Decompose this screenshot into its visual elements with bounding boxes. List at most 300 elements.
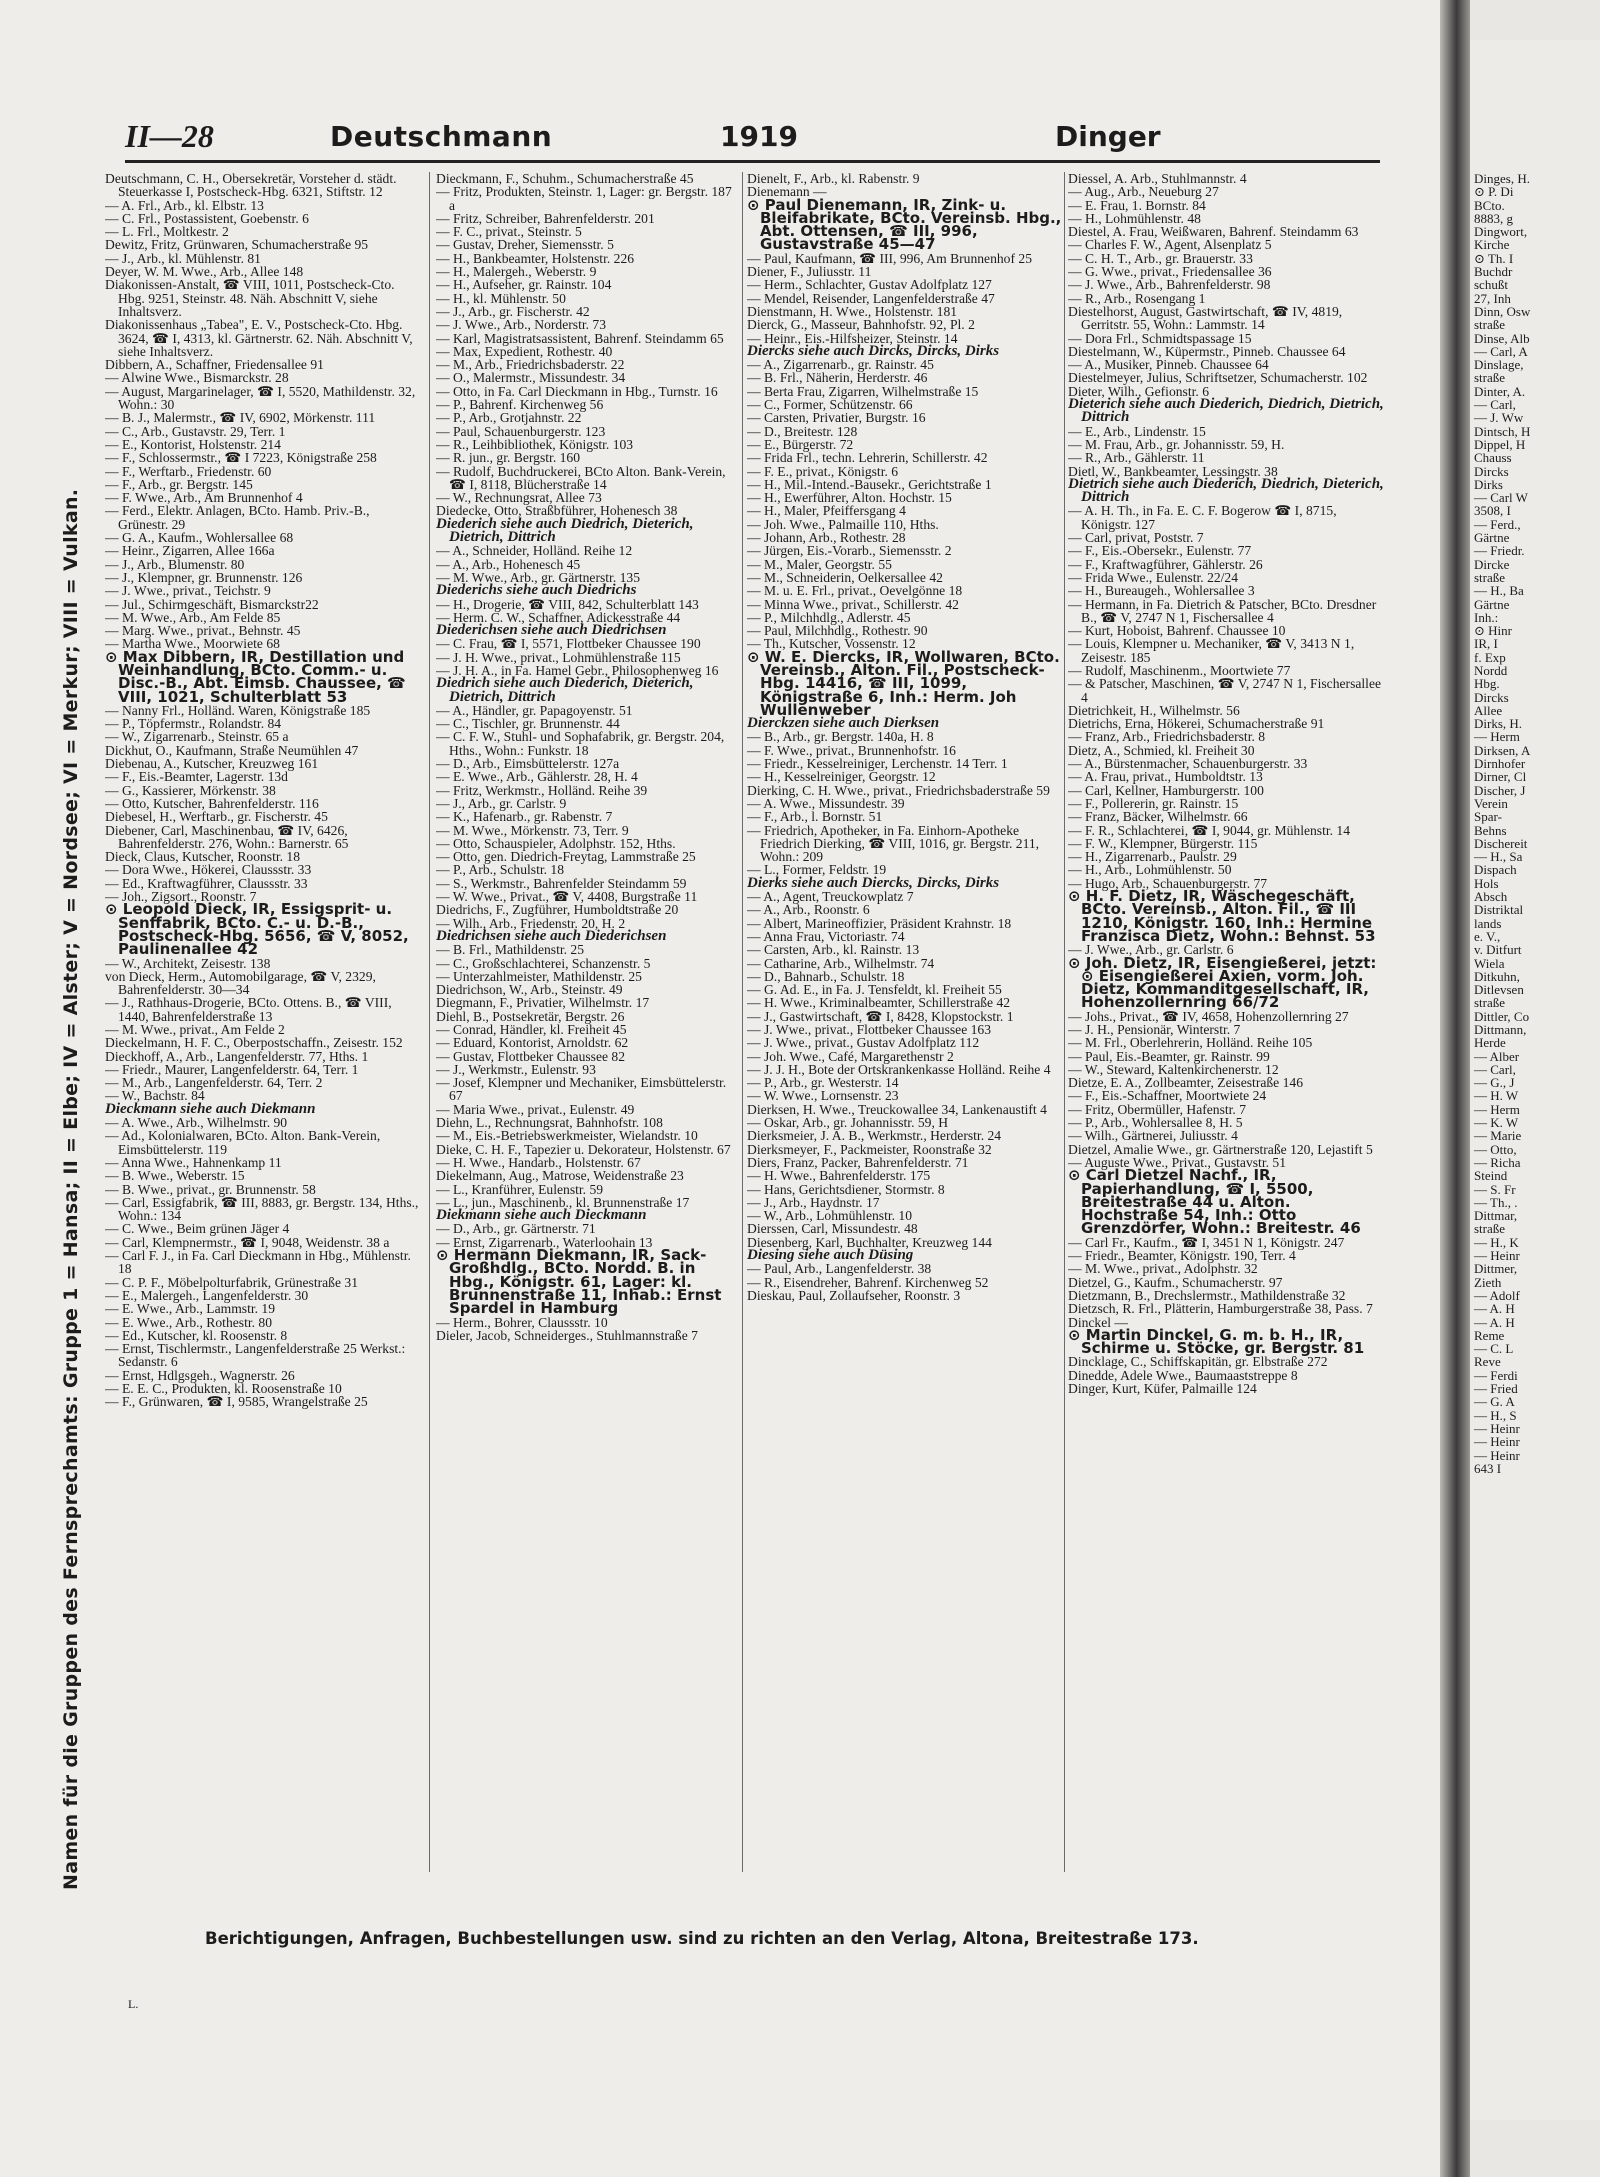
facing-page-line: Dinn, Osw bbox=[1474, 303, 1531, 319]
directory-entry: — P., Arb., gr. Westerstr. 14 bbox=[747, 1075, 899, 1091]
directory-entry: — M. Wwe., Mörkenstr. 73, Terr. 9 bbox=[436, 822, 629, 838]
facing-page-line: straße bbox=[1474, 370, 1506, 386]
directory-entry: — Charles F. W., Agent, Alsenplatz 5 bbox=[1068, 237, 1272, 253]
facing-page-line: Dispach bbox=[1474, 862, 1517, 878]
directory-entry: — E. E. C., Produkten, kl. Roosenstraße 10 bbox=[105, 1381, 342, 1397]
directory-entry: — F., Arb., l. Bornstr. 51 bbox=[747, 809, 883, 825]
directory-entry: — Paul, Arb., Langenfelderstr. 38 bbox=[747, 1261, 932, 1277]
facing-page-line: BCto. bbox=[1474, 197, 1505, 213]
facing-page-line: — A. H bbox=[1474, 1314, 1515, 1330]
facing-page-line: Dinse, Alb bbox=[1474, 330, 1530, 346]
directory-entry: — J. H. A., in Fa. Hamel Gebr., Philosophenweg 16 bbox=[436, 662, 719, 678]
directory-entry: — L., Kranführer, Eulenstr. 59 bbox=[436, 1181, 604, 1197]
directory-entry: — F., Grünwaren, ☎ I, 9585, Wrangelstraße 25 bbox=[105, 1394, 368, 1410]
directory-entry: — Carl Fr., Kaufm., ☎ I, 3451 N 1, Königstr. 247 bbox=[1068, 1234, 1345, 1250]
directory-entry: — H., Arb., Lohmühlenstr. 50 bbox=[1068, 862, 1232, 878]
directory-entry: — Albert, Marineoffizier, Präsident Krahnstr. 18 bbox=[747, 915, 1012, 931]
facing-page-line: — Th., . bbox=[1474, 1194, 1518, 1210]
directory-entry: — H., Zigarrenarb., Paulstr. 29 bbox=[1068, 849, 1237, 865]
directory-entry: — Oskar, Arb., gr. Johannisstr. 59, H bbox=[747, 1115, 949, 1131]
directory-entry: — Friedr., Kesselreiniger, Lerchenstr. 14 Terr. 1 bbox=[747, 756, 1008, 772]
directory-entry: Dierksmeier, J. A. B., Werkmstr., Herderstr. 24 bbox=[747, 1128, 1002, 1144]
directory-entry: Dierks siehe auch Diercks, Dircks, Dirks bbox=[747, 874, 1000, 891]
directory-entry: — Carl, privat, Poststr. 7 bbox=[1068, 530, 1204, 546]
facing-page-line: Distriktal bbox=[1474, 902, 1524, 918]
facing-page-entries bbox=[1470, 172, 1600, 1475]
directory-entry: — C. F. W., Stuhl- und Sophafabrik, gr. Bergstr. 204, Hths., Wohn.: Funkstr. 18 bbox=[436, 729, 725, 758]
directory-entry: — Carl, Essigfabrik, ☎ III, 8883, gr. Bergstr. 134, Hths., Wohn.: 134 bbox=[105, 1194, 419, 1224]
directory-entry: — M. Frl., Oberlehrerin, Holländ. Reihe 105 bbox=[1068, 1035, 1313, 1051]
facing-page-line: — Heinr bbox=[1474, 1420, 1520, 1436]
directory-entry: — H., Bureaugeh., Wohlersallee 3 bbox=[1068, 583, 1255, 599]
directory-column-2 bbox=[436, 172, 739, 1850]
facing-page-line: Dircks bbox=[1474, 463, 1509, 479]
directory-entry: — Frida Frl., techn. Lehrerin, Schillerstr. 42 bbox=[747, 450, 988, 466]
facing-page-line: Dirks bbox=[1474, 476, 1503, 492]
book-gutter bbox=[1440, 0, 1470, 2177]
facing-page-line: Dircke bbox=[1474, 556, 1510, 572]
directory-column-3 bbox=[747, 172, 1062, 1850]
directory-entry: — Frida Wwe., Eulenstr. 22/24 bbox=[1068, 569, 1239, 585]
facing-page-line: Verein bbox=[1474, 795, 1508, 811]
facing-page-line: — Carl, bbox=[1474, 1061, 1516, 1077]
directory-entry: — M. Wwe., Arb., gr. Gärtnerstr. 135 bbox=[436, 569, 641, 585]
directory-entry: — Alwine Wwe., Bismarckstr. 28 bbox=[105, 370, 289, 386]
page-header bbox=[125, 118, 1380, 158]
facing-page-line: — Friedr. bbox=[1474, 543, 1525, 559]
directory-entry: — M., Arb., Friedrichsbaderstr. 22 bbox=[436, 357, 625, 373]
column-divider bbox=[1064, 172, 1065, 1872]
directory-entry: Dierksmeyer, F., Packmeister, Roonstraße 32 bbox=[747, 1141, 992, 1157]
directory-entry: — Ed., Kutscher, kl. Roosenstr. 8 bbox=[105, 1327, 288, 1343]
directory-entry: — W., Rechnungsrat, Allee 73 bbox=[436, 490, 602, 506]
directory-entry: — Wilh., Arb., Friedenstr. 20, H. 2 bbox=[436, 915, 626, 931]
directory-entry: — J. Wwe., privat., Teichstr. 9 bbox=[105, 583, 271, 599]
facing-page-line: — Otto, bbox=[1474, 1141, 1517, 1157]
directory-entry: — F., Schlossermstr., ☎ I 7223, Königstraße 258 bbox=[105, 450, 377, 466]
directory-entry: — M., Schneiderin, Oelkersallee 42 bbox=[747, 569, 943, 585]
directory-entry: — B. Wwe., Weberstr. 15 bbox=[105, 1168, 245, 1184]
directory-entry: — A., Zigarrenarb., gr. Rainstr. 45 bbox=[747, 357, 934, 373]
directory-entry: — G. A., Kaufm., Wohlersallee 68 bbox=[105, 530, 294, 546]
facing-page-line: Reve bbox=[1474, 1354, 1501, 1370]
facing-page-line: Herde bbox=[1474, 1035, 1506, 1051]
directory-entry: — J., Arb., gr. Fischerstr. 42 bbox=[436, 303, 590, 319]
facing-page-line: Dirksen, A bbox=[1474, 742, 1531, 758]
facing-page-line: IR, I bbox=[1474, 636, 1498, 652]
directory-entry: Dinedde, Adele Wwe., Baumaaststreppe 8 bbox=[1068, 1367, 1298, 1383]
directory-entry: — H. Wwe., Handarb., Holstenstr. 67 bbox=[436, 1154, 641, 1170]
facing-page-line: — Carl, bbox=[1474, 397, 1516, 413]
directory-entry: — E., Kontorist, Holstenstr. 214 bbox=[105, 436, 281, 452]
directory-entry: — Friedr., Beamter, Königstr. 190, Terr. 4 bbox=[1068, 1248, 1296, 1264]
directory-entry: — C., Tischler, gr. Brunnenstr. 44 bbox=[436, 716, 620, 732]
facing-page-line: v. Ditfurt bbox=[1474, 942, 1522, 958]
facing-page-line: — J. Ww bbox=[1474, 410, 1524, 426]
facing-page-line: Dirks, H. bbox=[1474, 716, 1523, 732]
directory-entry: — Anna Frau, Victoriastr. 74 bbox=[747, 928, 905, 944]
directory-entry: Dieterich siehe auch Diederich, Diedrich, Dietrich, Dittrich bbox=[1068, 396, 1384, 426]
directory-entry: — F. Wwe., privat., Brunnenhofstr. 16 bbox=[747, 742, 956, 758]
directory-entry: — Berta Frau, Zigarren, Wilhelmstraße 15 bbox=[747, 383, 979, 399]
directory-entry: Dieckhoff, A., Arb., Langenfelderstr. 77, Hths. 1 bbox=[105, 1048, 369, 1064]
directory-entry: — A. Wwe., Missundestr. 39 bbox=[747, 795, 905, 811]
directory-entry: — Paul, Eis.-Beamter, gr. Rainstr. 99 bbox=[1068, 1048, 1270, 1064]
directory-entry: Diegmann, F., Privatier, Wilhelmstr. 17 bbox=[436, 995, 650, 1011]
directory-entry: — Karl, Magistratsassistent, Bahrenf. Steindamm 65 bbox=[436, 330, 724, 346]
facing-page-line: Dittmer, bbox=[1474, 1261, 1518, 1277]
directory-entry: — Joh. Wwe., Palmaille 110, Hths. bbox=[747, 516, 939, 532]
directory-entry: — E. Wwe., Arb., Gählerstr. 28, H. 4 bbox=[436, 769, 638, 785]
directory-entry: Diers, Franz, Packer, Bahrenfelderstr. 71 bbox=[747, 1154, 969, 1170]
directory-entry: — Nanny Frl., Holländ. Waren, Königstraße 185 bbox=[105, 702, 371, 718]
directory-entry: — Carl, Klempnermstr., ☎ I, 9048, Weidenstr. 38 a bbox=[105, 1234, 390, 1250]
directory-entry: — G. Ad. E., in Fa. J. Tensfeldt, kl. Freiheit 55 bbox=[747, 982, 1002, 998]
directory-entry: — D., Arb., Eimsbüttelerstr. 127a bbox=[436, 756, 620, 772]
directory-entry: — M., Arb., Langenfelderstr. 64, Terr. 2 bbox=[105, 1075, 323, 1091]
directory-entry: — W. Wwe., Lornsenstr. 23 bbox=[747, 1088, 899, 1104]
directory-entry: — Auguste Wwe., Privat., Gustavstr. 51 bbox=[1068, 1154, 1286, 1170]
directory-entry: — F., Arb., gr. Bergstr. 145 bbox=[105, 476, 253, 492]
facing-page-line: f. Exp bbox=[1474, 649, 1506, 665]
facing-page-line: Gärtne bbox=[1474, 530, 1510, 546]
year: 1919 bbox=[720, 120, 798, 153]
directory-entry: — L., jun., Maschinenb., kl. Brunnenstraße 17 bbox=[436, 1194, 690, 1210]
directory-entry: — K., Hafenarb., gr. Rabenstr. 7 bbox=[436, 809, 613, 825]
facing-page-line: ⊙ Hinr bbox=[1474, 623, 1512, 639]
directory-entry: Diessel, A. Arb., Stuhlmannstr. 4 bbox=[1068, 172, 1247, 186]
directory-entry: — Herm. C. W., Schaffner, Adickesstraße 44 bbox=[436, 609, 681, 625]
directory-entry: ⊙ Joh. Dietz, IR, Eisengießerei, jetzt: ⊙ Eisengießerei Axien, vorm. Joh. Dietz, Kommanditgesellschaft, IR, Hohenzollernring 66/72 bbox=[1068, 953, 1377, 1012]
directory-entry: — J. Wwe., Arb., gr. Carlstr. 6 bbox=[1068, 942, 1234, 958]
facing-page-line: Chauss bbox=[1474, 450, 1512, 466]
directory-entry: ⊙ Max Dibbern, IR, Destillation und Weinhandlung, BCto. Comm.- u. Disc.-B., Abt. Eimsb. Chaussee, ☎ VIII, 1021, Schulterblatt 53 bbox=[105, 647, 406, 706]
directory-entry: — M., Maler, Georgstr. 55 bbox=[747, 556, 892, 572]
publisher-footer: Berichtigungen, Anfragen, Buchbestellungen usw. sind zu richten an den Verlag, Altona, Breitestraße 173. bbox=[205, 1929, 1199, 1948]
directory-entry: — C. Wwe., Beim grünen Jäger 4 bbox=[105, 1221, 290, 1237]
directory-entry: Dinger, Kurt, Küfer, Palmaille 124 bbox=[1068, 1381, 1257, 1397]
directory-entry: Dierksen, H. Wwe., Treuckowallee 34, Lankenaustift 4 bbox=[747, 1101, 1047, 1117]
directory-entry: Dickhut, O., Kaufmann, Straße Neumühlen 47 bbox=[105, 742, 359, 758]
directory-entry: — P., Milchhdlg., Adlerstr. 45 bbox=[747, 609, 911, 625]
directory-entry: — H., Ewerführer, Alton. Hochstr. 15 bbox=[747, 490, 952, 506]
directory-entry: — J., Arb., Blumenstr. 80 bbox=[105, 556, 245, 572]
directory-entry: — J. Wwe., privat., Flottbeker Chaussee 163 bbox=[747, 1022, 992, 1037]
facing-page-line: Dittler, Co bbox=[1474, 1008, 1530, 1024]
directory-entry: — Th., Kutscher, Vossenstr. 12 bbox=[747, 636, 916, 652]
directory-entry: — M., Eis.-Betriebswerkmeister, Wielandstr. 10 bbox=[436, 1128, 698, 1144]
directory-entry: Dienstmann, H. Wwe., Holstenstr. 181 bbox=[747, 303, 958, 319]
facing-page-line: — Heinr bbox=[1474, 1447, 1520, 1463]
directory-entry: — O., Malermstr., Missundestr. 34 bbox=[436, 370, 626, 386]
facing-page-line: ⊙ P. Di bbox=[1474, 184, 1514, 200]
directory-entry: Dieck, Claus, Kutscher, Roonstr. 18 bbox=[105, 849, 301, 865]
facing-page-line: Dirnhofer bbox=[1474, 756, 1526, 772]
directory-entry: — Otto, Kutscher, Bahrenfelderstr. 116 bbox=[105, 795, 319, 811]
directory-entry: Diederichs siehe auch Diedrichs bbox=[436, 582, 637, 599]
directory-entry: Dincklage, C., Schiffskapitän, gr. Elbstraße 272 bbox=[1068, 1354, 1328, 1370]
facing-page-line: — S. Fr bbox=[1474, 1181, 1516, 1197]
facing-page-line: — H., Sa bbox=[1474, 849, 1523, 865]
directory-entry: — B. J., Malermstr., ☎ IV, 6902, Mörkenstr. 111 bbox=[105, 410, 376, 426]
directory-entry: — Otto, gen. Diedrich-Freytag, Lammstraße 25 bbox=[436, 849, 696, 865]
directory-entry: — B., Arb., gr. Bergstr. 140a, H. 8 bbox=[747, 729, 934, 745]
directory-entry: ⊙ W. E. Diercks, IR, Wollwaren, BCto. Vereinsb., Alton. Fil., Postscheck-Hbg. 14416, ☎ III, 1099, Königstraße 6, Inh.: Herm. Joh Wullenweber bbox=[747, 647, 1060, 719]
directory-entry: — Paul, Kaufmann, ☎ III, 996, Am Brunnenhof 25 bbox=[747, 250, 1032, 266]
directory-entry: — R., Leihbibliothek, Königstr. 103 bbox=[436, 436, 634, 452]
directory-entry: Dienelt, F., Arb., kl. Rabenstr. 9 bbox=[747, 172, 920, 186]
directory-entry: — P., Töpfermstr., Rolandstr. 84 bbox=[105, 716, 282, 732]
directory-entry: ⊙ H. F. Dietz, IR, Wäschegeschäft, BCto. Vereinsb., Alton. Fil., ☎ III 1210, Königstr. 160, Inh.: Hermine Franzisca Dietz, Wohn.: Behnst. 53 bbox=[1068, 887, 1376, 945]
facing-page-line: straße bbox=[1474, 1221, 1506, 1237]
directory-entry: — F., Kraftwagführer, Gählerstr. 26 bbox=[1068, 556, 1263, 572]
facing-page-line: Wiela bbox=[1474, 955, 1505, 971]
facing-page-line: 27, Inh bbox=[1474, 290, 1511, 306]
directory-entry: ⊙ Carl Dietzel Nachf., IR, Papierhandlung, ☎ I, 5500, Breitestraße 44 u. Alton. Hochstraße 54, Inh.: Otto Grenzdörfer, Wohn.: Breitestr. 46 bbox=[1068, 1166, 1361, 1238]
directory-entry: — Jul., Schirmgeschäft, Bismarckstr22 bbox=[105, 596, 319, 612]
directory-entry: Dieckelmann, H. F. C., Oberpostschaffn., Zeisestr. 152 bbox=[105, 1035, 403, 1051]
directory-entry: — Rudolf, Maschinenm., Moortwiete 77 bbox=[1068, 662, 1291, 678]
directory-entry: Diercks siehe auch Dircks, Dircks, Dirks bbox=[747, 342, 1000, 359]
directory-entry: — Carl, Kellner, Hamburgerstr. 100 bbox=[1068, 782, 1264, 798]
directory-entry: — R., Arb., Gählerstr. 11 bbox=[1068, 450, 1205, 466]
directory-entry: — J., Arb., kl. Mühlenstr. 81 bbox=[105, 250, 261, 266]
telephone-groups-side-note: Namen für die Gruppen des Fernsprechamts: Gruppe 1 = Hansa; II = Elbe; IV = Alster; V = Nordsee; VI = Merkur; VIII = Vulkan. bbox=[60, 488, 82, 1890]
facing-page-line: — G., J bbox=[1474, 1075, 1515, 1091]
directory-entry: Dibbern, A., Schaffner, Friedensallee 91 bbox=[105, 357, 324, 373]
facing-page-line: Dittmann, bbox=[1474, 1022, 1527, 1037]
facing-page-line: Hols bbox=[1474, 875, 1499, 891]
directory-entry: Diehl, B., Postsekretär, Bergstr. 26 bbox=[436, 1008, 625, 1024]
directory-entry: — Wilh., Gärtnerei, Juliusstr. 4 bbox=[1068, 1128, 1238, 1144]
directory-entry: Diedrichson, W., Arb., Steinstr. 49 bbox=[436, 982, 623, 998]
facing-page-line: Gärtne bbox=[1474, 596, 1510, 612]
directory-entry: Diedrich siehe auch Diederich, Dieterich, Dietrich, Dittrich bbox=[436, 675, 694, 705]
facing-page-line: — Heinr bbox=[1474, 1248, 1520, 1264]
directory-entry: Dietz, A., Schmied, kl. Freiheit 30 bbox=[1068, 742, 1255, 758]
directory-entry: — H., Maler, Pfeiffersgang 4 bbox=[747, 503, 906, 519]
facing-page-line: Dirner, Cl bbox=[1474, 769, 1527, 785]
directory-entry: — Kurt, Hoboist, Bahrenf. Chaussee 10 bbox=[1068, 623, 1286, 639]
directory-entry: — W. Wwe., Privat., ☎ V, 4408, Burgstraße 11 bbox=[436, 889, 698, 905]
directory-entry: — Franz, Bäcker, Wilhelmstr. 66 bbox=[1068, 809, 1248, 825]
directory-entry: — A., Arb., Roonstr. 6 bbox=[747, 902, 870, 918]
directory-entry: Diedrichsen siehe auch Diederichsen bbox=[436, 927, 667, 944]
directory-entry: Dieter, Wilh., Gefionstr. 6 bbox=[1068, 383, 1209, 399]
facing-page-line: — C. L bbox=[1474, 1341, 1514, 1357]
directory-entry: — F. W., Klempner, Bürgerstr. 115 bbox=[1068, 835, 1258, 851]
directory-entry: — Max, Expedient, Rothestr. 40 bbox=[436, 343, 613, 359]
directory-entry: Diestelmann, W., Küpermstr., Pinneb. Chaussee 64 bbox=[1068, 343, 1346, 359]
directory-entry: — M. Frau, Arb., gr. Johannisstr. 59, H. bbox=[1068, 436, 1285, 452]
directory-entry: Dietzel, G., Kaufm., Schumacherstr. 97 bbox=[1068, 1274, 1283, 1290]
facing-page-line: Reme bbox=[1474, 1327, 1505, 1343]
directory-column-4 bbox=[1068, 172, 1388, 1850]
directory-entry: — J. H. Wwe., privat., Lohmühlenstraße 115 bbox=[436, 649, 681, 665]
directory-entry: — Ernst, Hdlgsgeh., Wagnerstr. 26 bbox=[105, 1367, 295, 1383]
facing-page-line: Dinter, A. bbox=[1474, 383, 1526, 399]
facing-page-line: e. V., bbox=[1474, 928, 1501, 944]
directory-entry: — W., Zigarrenarb., Steinstr. 65 a bbox=[105, 729, 289, 745]
facing-page-line: Behns bbox=[1474, 822, 1507, 838]
facing-page-line: — G. A bbox=[1474, 1394, 1515, 1410]
directory-entry: — H., Drogerie, ☎ VIII, 842, Schulterblatt 143 bbox=[436, 596, 699, 612]
directory-entry: — Carl F. J., in Fa. Carl Dieckmann in Hbg., Mühlenstr. 18 bbox=[105, 1248, 411, 1277]
directory-entry: — & Patscher, Maschinen, ☎ V, 2747 N 1, Fischersallee 4 bbox=[1068, 676, 1382, 705]
directory-entry: — Ed., Kraftwagführer, Claussstr. 33 bbox=[105, 875, 308, 891]
directory-entry: — Joh., Zigsort., Roonstr. 7 bbox=[105, 889, 257, 905]
directory-entry: — D., Arb., gr. Gärtnerstr. 71 bbox=[436, 1221, 596, 1237]
directory-entry: — F. R., Schlachterei, ☎ I, 9044, gr. Mühlenstr. 14 bbox=[1068, 822, 1351, 838]
directory-entry: — H., Mil.-Intend.-Bausekr., Gerichtstraße 1 bbox=[747, 476, 992, 492]
directory-entry: Dinckel — bbox=[1068, 1314, 1129, 1330]
directory-entry: — H. Wwe., Kriminalbeamter, Schillerstraße 42 bbox=[747, 995, 1011, 1011]
directory-entry: — Rudolf, Buchdruckerei, BCto Alton. Bank-Verein, ☎ I, 8118, Blücherstraße 14 bbox=[436, 463, 726, 492]
directory-entry: — Dora Wwe., Hökerei, Claussstr. 33 bbox=[105, 862, 312, 878]
directory-entry: — H., Lohmühlenstr. 48 bbox=[1068, 210, 1201, 226]
directory-entry: Dietrichs, Erna, Hökerei, Schumacherstraße 91 bbox=[1068, 716, 1325, 732]
directory-entry: — Ad., Kolonialwaren, BCto. Alton. Bank-Verein, Eimsbüttelerstr. 119 bbox=[105, 1128, 381, 1157]
facing-page-line: Kirche bbox=[1474, 237, 1510, 253]
directory-entry: Dietrichkeit, H., Wilhelmstr. 56 bbox=[1068, 702, 1240, 718]
directory-entry: Dieskau, Paul, Zollaufseher, Roonstr. 3 bbox=[747, 1287, 961, 1303]
directory-entry: Dieler, Jacob, Schneiderges., Stuhlmannstraße 7 bbox=[436, 1327, 698, 1343]
directory-entry: Diedecke, Otto, Straßbführer, Hohenesch 38 bbox=[436, 503, 678, 519]
directory-entry: Deyer, W. M. Wwe., Arb., Allee 148 bbox=[105, 264, 304, 280]
facing-page-line: Dinslage, bbox=[1474, 357, 1524, 373]
directory-entry: — Anna Wwe., Hahnenkamp 11 bbox=[105, 1154, 282, 1170]
facing-page-line: Dittmar, bbox=[1474, 1208, 1518, 1224]
header-rule bbox=[125, 160, 1380, 163]
directory-entry: — Minna Wwe., privat., Schillerstr. 42 bbox=[747, 596, 959, 612]
directory-entry: — G. Wwe., privat., Friedensallee 36 bbox=[1068, 264, 1272, 280]
directory-entry: — Marg. Wwe., privat., Behnstr. 45 bbox=[105, 623, 301, 639]
directory-entry: — Heinr., Zigarren, Allee 166a bbox=[105, 543, 275, 559]
directory-entry: Dietze, E. A., Zollbeamter, Zeisestraße 146 bbox=[1068, 1075, 1303, 1091]
directory-entry: — Conrad, Händler, kl. Freiheit 45 bbox=[436, 1022, 627, 1037]
facing-page-line: Zieth bbox=[1474, 1274, 1502, 1290]
facing-page-line: — Fried bbox=[1474, 1381, 1518, 1397]
directory-entry: — L., Former, Feldstr. 19 bbox=[747, 862, 887, 878]
directory-entry: Diebesel, H., Werftarb., gr. Fischerstr. 45 bbox=[105, 809, 328, 825]
directory-entry: — J. J. H., Bote der Ortskrankenkasse Holländ. Reihe 4 bbox=[747, 1061, 1051, 1077]
facing-page-line: — Adolf bbox=[1474, 1287, 1520, 1303]
directory-entry: Diehn, L., Rechnungsrat, Bahnhofstr. 108 bbox=[436, 1115, 663, 1131]
directory-entry: Dieckmann, F., Schuhm., Schumacherstraße 45 bbox=[436, 172, 694, 186]
directory-entry: Dewitz, Fritz, Grünwaren, Schumacherstraße 95 bbox=[105, 237, 369, 253]
facing-page-line: straße bbox=[1474, 317, 1506, 333]
directory-entry: — A., Musiker, Pinneb. Chaussee 64 bbox=[1068, 357, 1269, 373]
directory-entry: — W., Bachstr. 84 bbox=[105, 1088, 205, 1104]
directory-entry: Diakonissenhaus „Tabea", E. V., Postscheck-Cto. Hbg. 3624, ☎ I, 4313, kl. Gärtnerstr. 62. Näh. Abschnitt V, siehe Inhaltsverz. bbox=[105, 317, 413, 359]
facing-page-line: — Alber bbox=[1474, 1048, 1520, 1064]
directory-entry: — J. Wwe., Arb., Bahrenfelderstr. 98 bbox=[1068, 277, 1271, 293]
facing-page-line: Inh.: bbox=[1474, 609, 1499, 625]
directory-entry: — Fritz, Werkmstr., Holländ. Reihe 39 bbox=[436, 782, 648, 798]
facing-page-line: schußt bbox=[1474, 277, 1508, 293]
facing-page-line: Ditkuhn, bbox=[1474, 968, 1520, 984]
directory-entry: — P., Bahrenf. Kirchenweg 56 bbox=[436, 397, 604, 413]
facing-page-line: Dinges, H. bbox=[1474, 171, 1530, 186]
directory-entry: — M. u. E. Frl., privat., Oevelgönne 18 bbox=[747, 583, 963, 599]
facing-page-line: Nordd bbox=[1474, 662, 1508, 678]
directory-entry: — Fritz, Schreiber, Bahrenfelderstr. 201 bbox=[436, 210, 655, 226]
directory-entry: — E., Bürgerstr. 72 bbox=[747, 436, 854, 452]
directory-entry: — F., Werftarb., Friedenstr. 60 bbox=[105, 463, 272, 479]
facing-page-line: Spar- bbox=[1474, 809, 1502, 825]
facing-page-line: lands bbox=[1474, 915, 1502, 931]
facing-page-line: straße bbox=[1474, 995, 1506, 1011]
directory-entry: — A., Agent, Treuckowplatz 7 bbox=[747, 889, 914, 905]
directory-entry: Dietzsch, R. Frl., Plätterin, Hamburgerstraße 38, Pass. 7 bbox=[1068, 1301, 1373, 1317]
directory-entry: — J., Rathhaus-Drogerie, BCto. Ottens. B., ☎ VIII, 1440, Bahrenfelderstraße 13 bbox=[105, 995, 392, 1024]
facing-page-line: Discher, J bbox=[1474, 782, 1526, 798]
directory-entry: — A. Frl., Arb., kl. Elbstr. 13 bbox=[105, 197, 264, 213]
directory-entry: — G., Kassierer, Mörkenstr. 38 bbox=[105, 782, 276, 798]
directory-entry: Diederichsen siehe auch Diedrichsen bbox=[436, 622, 667, 639]
directory-entry: — M. Wwe., privat., Adolphstr. 32 bbox=[1068, 1261, 1258, 1277]
directory-entry: — W., Arb., Lohmühlenstr. 10 bbox=[747, 1208, 913, 1224]
directory-entry: — R., Arb., Rosengang 1 bbox=[1068, 290, 1206, 306]
directory-entry: — Joh. Wwe., Café, Margarethenstr 2 bbox=[747, 1048, 954, 1064]
directory-entry: — Jürgen, Eis.-Vorarb., Siemensstr. 2 bbox=[747, 543, 952, 559]
facing-page-line: — Herm bbox=[1474, 729, 1520, 745]
directory-entry: — M. Wwe., privat., Am Felde 2 bbox=[105, 1022, 285, 1037]
facing-page-line: 3508, I bbox=[1474, 503, 1511, 519]
directory-entry: — Johs., Privat., ☎ IV, 4658, Hohenzollernring 27 bbox=[1068, 1008, 1349, 1024]
directory-entry: — E. Wwe., Arb., Rothestr. 80 bbox=[105, 1314, 273, 1330]
directory-entry: — J. H., Pensionär, Winterstr. 7 bbox=[1068, 1022, 1241, 1037]
directory-entry: — M. Wwe., Arb., Am Felde 85 bbox=[105, 609, 281, 625]
directory-entry: — Louis, Klempner u. Mechaniker, ☎ V, 3413 N 1, Zeisestr. 185 bbox=[1068, 636, 1355, 665]
directory-entry: — W., Architekt, Zeisestr. 138 bbox=[105, 955, 271, 971]
facing-page-line: — Marie bbox=[1474, 1128, 1522, 1144]
directory-entry: — Dora Frl., Schmidtspassage 15 bbox=[1068, 330, 1252, 346]
directory-entry: — Catharine, Arb., Wilhelmstr. 74 bbox=[747, 955, 935, 971]
directory-entry: — R., Eisendreher, Bahrenf. Kirchenweg 52 bbox=[747, 1274, 989, 1290]
directory-entry: — A. Frau, privat., Humboldtstr. 13 bbox=[1068, 769, 1263, 785]
directory-entry: — Fritz, Obermüller, Hafenstr. 7 bbox=[1068, 1101, 1247, 1117]
directory-entry: — L. Frl., Moltkestr. 2 bbox=[105, 224, 229, 240]
directory-entry: — Unterzahlmeister, Mathildenstr. 25 bbox=[436, 968, 642, 984]
directory-entry: — F. C., privat., Steinstr. 5 bbox=[436, 224, 582, 240]
last-name-on-page: Dinger bbox=[1055, 120, 1161, 153]
directory-entry: — J. Wwe., privat., Gustav Adolfplatz 112 bbox=[747, 1035, 980, 1051]
directory-entry: — A., Arb., Hohenesch 45 bbox=[436, 556, 581, 572]
directory-entry: — C. H. T., Arb., gr. Brauerstr. 33 bbox=[1068, 250, 1253, 266]
directory-entry: — J., Gastwirtschaft, ☎ I, 8428, Klopstockstr. 1 bbox=[747, 1008, 1014, 1024]
directory-entry: Dienemann — bbox=[747, 184, 827, 200]
directory-entry: — Johann, Arb., Rothestr. 28 bbox=[747, 530, 906, 546]
directory-column-1 bbox=[105, 172, 423, 1850]
directory-entry: — Herm., Bohrer, Claussstr. 10 bbox=[436, 1314, 608, 1330]
directory-entry: — D., Breitestr. 128 bbox=[747, 423, 858, 439]
facing-page-line: Dippel, H bbox=[1474, 436, 1526, 452]
directory-entry: Diebener, Carl, Maschinenbau, ☎ IV, 6426, Bahrenfelderstr. 276, Wohn.: Barnerstr. 65 bbox=[105, 822, 349, 851]
directory-entry: — Martha Wwe., Moorwiete 68 bbox=[105, 636, 280, 652]
facing-page-line: Dingwort, bbox=[1474, 224, 1528, 240]
directory-entry: — E. Wwe., Arb., Lammstr. 19 bbox=[105, 1301, 276, 1317]
directory-entry: — Ernst, Tischlermstr., Langenfelderstraße 25 Werkst.: Sedanstr. 6 bbox=[105, 1341, 406, 1370]
directory-entry: — Otto, in Fa. Carl Dieckmann in Hbg., Turnstr. 16 bbox=[436, 383, 718, 399]
directory-entry: Diekelmann, Aug., Matrose, Weidenstraße 23 bbox=[436, 1168, 684, 1184]
facing-page-line: — A. H bbox=[1474, 1301, 1515, 1317]
directory-entry: — Hans, Gerichtsdiener, Stormstr. 8 bbox=[747, 1181, 945, 1197]
directory-entry: — P., Arb., Grotjahnstr. 22 bbox=[436, 410, 582, 426]
directory-entry: — C. Frau, ☎ I, 5571, Flottbeker Chaussee 190 bbox=[436, 636, 701, 652]
directory-entry: Diestelmeyer, Julius, Schriftsetzer, Schumacherstr. 102 bbox=[1068, 370, 1368, 386]
directory-entry: — Eduard, Kontorist, Arnoldstr. 62 bbox=[436, 1035, 629, 1051]
